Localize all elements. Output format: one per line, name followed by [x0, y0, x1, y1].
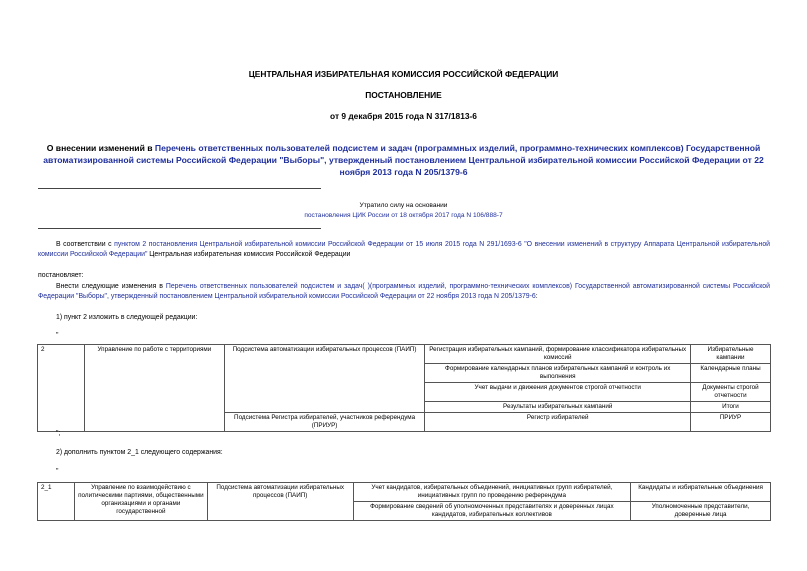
changes-text-b: :: [535, 293, 538, 300]
subsystem-cell: Подсистема автоматизации избирательных процессов (ПАИП): [224, 345, 425, 413]
task-cell: Учет выдачи и движения документов строгой отчетности: [425, 383, 691, 402]
document-date-number: от 9 декабря 2015 года N 317/1813-6: [330, 111, 477, 121]
subsystem-cell: Подсистема Регистра избирателей, участников референдума (ПРИУР): [224, 413, 425, 432]
divider-top: [38, 188, 321, 189]
table-item-2: [37, 344, 771, 432]
product-cell: Календарные планы: [691, 364, 771, 383]
table-item-2-1: [37, 482, 771, 521]
unit-cell: Управление по взаимодействию с политическими партиями, общественными организациями и органами государственной: [74, 483, 207, 521]
title-link[interactable]: Перечень ответственных пользователей подсистем и задач (программных изделий, программно-технических комплексов) Государственной автоматизированной системы Российской Федерации "Выборы", утвержденный постановлением Центральной избирательной комиссии Российской Федерации от 22 ноября 2013 года N 205/1379-6: [43, 143, 764, 177]
status-line: Утратило силу на основании: [359, 202, 448, 209]
subsystem-cell: Подсистема автоматизации избирательных процессов (ПАИП): [207, 483, 353, 521]
quote-close-1: ";: [56, 430, 61, 437]
document-title: [40, 142, 767, 178]
preamble-text-a: В соответствии с: [56, 241, 115, 248]
product-cell: Кандидаты и избирательные объединения: [631, 483, 771, 502]
product-cell: Документы строгой отчетности: [691, 383, 771, 402]
preamble-paragraph: [38, 240, 770, 260]
preamble-text-b: Центральная избирательная комиссия Российской Федерации: [147, 251, 351, 258]
unit-cell: Управление по работе с территориями: [84, 345, 224, 432]
resolves-label: постановляет:: [38, 272, 84, 279]
product-cell: Избирательные кампании: [691, 345, 771, 364]
task-cell: Регистрация избирательных кампаний, формирование классификатора избирательных комиссий: [425, 345, 691, 364]
task-cell: Результаты избирательных кампаний: [425, 402, 691, 413]
preamble-link[interactable]: пунктом 2 постановления Центральной избирательной комиссии Российской Федерации от 15 июля 2015 года N 291/1693-6 "О внесении изменений в структуру Аппарата Центральной избирательной комиссии Российской Федерации": [38, 241, 771, 258]
row-number-cell: 2: [38, 345, 85, 432]
item-1: 1) пункт 2 изложить в следующей редакции:: [56, 314, 198, 321]
product-cell: ПРИУР: [691, 413, 771, 432]
task-cell: Регистр избирателей: [425, 413, 691, 432]
document-type: ПОСТАНОВЛЕНИЕ: [365, 90, 442, 100]
product-cell: Уполномоченные представители, доверенные лица: [631, 502, 771, 521]
changes-paragraph: [38, 282, 770, 302]
task-cell: Учет кандидатов, избирательных объединений, инициативных групп избирателей, инициативных групп по проведению референдума: [353, 483, 631, 502]
changes-link[interactable]: Перечень ответственных пользователей подсистем и задач( )(программных изделий, программно-технических комплексов) Государственной автоматизированной системы Российской Федерации "Выборы", утвержденный постановлением Центральной избирательной комиссии Российской Федерации от 22 ноября 2013 года N 205/1379-6: [38, 283, 770, 300]
status-link[interactable]: постановления ЦИК России от 18 октября 2017 года N 106/888-7: [304, 212, 503, 219]
table-row: [38, 483, 771, 502]
table-row: [38, 345, 771, 364]
changes-text-a: Внести следующие изменения в: [56, 283, 166, 290]
item-2: 2) дополнить пунктом 2_1 следующего содержания:: [56, 449, 223, 456]
product-cell: Итоги: [691, 402, 771, 413]
task-cell: Формирование сведений об уполномоченных представителях и доверенных лицах кандидатов, избирательных коллективов: [353, 502, 631, 521]
row-number-cell: 2_1: [38, 483, 75, 521]
title-prefix: О внесении изменений в: [46, 143, 155, 153]
quote-open-1: ": [56, 332, 59, 339]
task-cell: Формирование календарных планов избирательных кампаний и контроль их выполнения: [425, 364, 691, 383]
organization-name: ЦЕНТРАЛЬНАЯ ИЗБИРАТЕЛЬНАЯ КОМИССИЯ РОССИЙСКОЙ ФЕДЕРАЦИИ: [248, 69, 559, 79]
divider-bottom: [38, 228, 321, 229]
quote-open-2: ": [56, 468, 59, 475]
